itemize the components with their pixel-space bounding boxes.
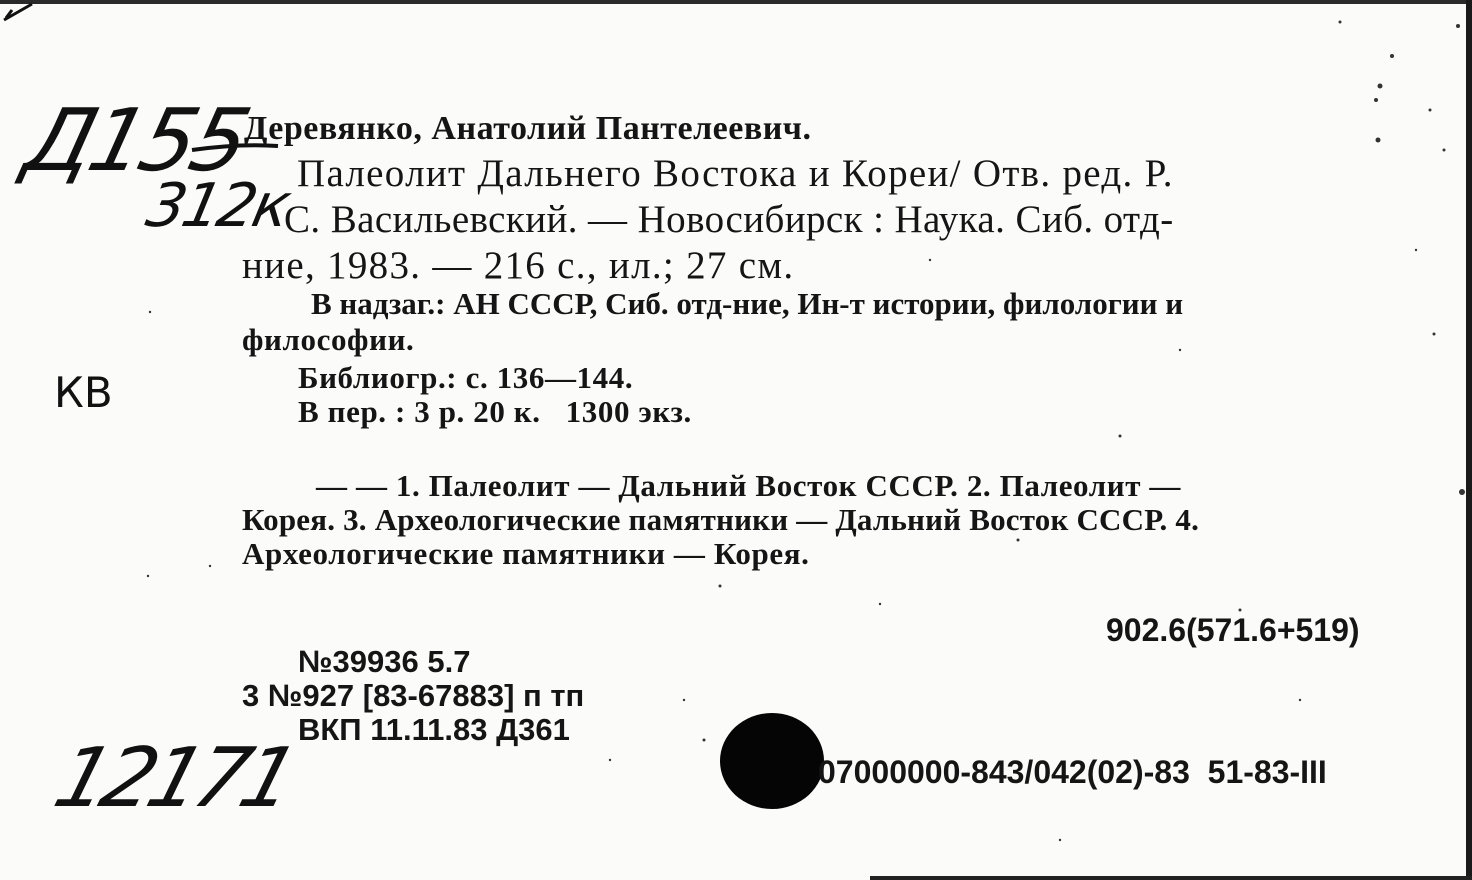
subjects-line-2: Корея. 3. Археологические памятники — Дальний Восток СССР. 4. (242, 502, 1200, 537)
handwritten-code: КВ (54, 368, 113, 417)
chamber-date: ВКП 11.11.83 Д361 (298, 712, 570, 747)
title-line-2: С. Васильевский. — Новосибирск : Наука. Сиб. отд- (284, 198, 1174, 241)
catalog-code: 07000000-843/042(02)-83 51-83-III (818, 754, 1327, 790)
note-header-line-2: философии. (242, 322, 415, 357)
stock-number: №39936 5.7 (298, 644, 471, 679)
handwritten-shelfmark-bottom: 312к (140, 171, 295, 241)
price-run-note: В пер. : 3 р. 20 к. 1300 экз. (298, 394, 692, 429)
subjects-line-3: Археологические памятники — Корея. (242, 536, 810, 571)
bibliography-note: Библиогр.: с. 136—144. (298, 360, 634, 395)
title-line-1: Палеолит Дальнего Востока и Кореи/ Отв. ред. Р. (297, 152, 1174, 195)
classification-index: 902.6(571.6+519) (1106, 612, 1360, 648)
handwritten-number: 12171 (44, 731, 303, 826)
subjects-line-1: — — 1. Палеолит — Дальний Восток СССР. 2. Палеолит — (316, 468, 1181, 503)
handwritten-shelfmark-top: Д155 (15, 91, 256, 191)
title-line-3: ние, 1983. — 216 с., ил.; 27 см. (242, 244, 795, 287)
author-heading: Деревянко, Анатолий Пантелеевич. (244, 110, 812, 147)
note-header-line-1: В надзаг.: АН СССР, Сиб. отд-ние, Ин-т истории, филологии и (311, 286, 1184, 321)
order-number: 3 №927 [83-67883] п тп (242, 678, 585, 713)
